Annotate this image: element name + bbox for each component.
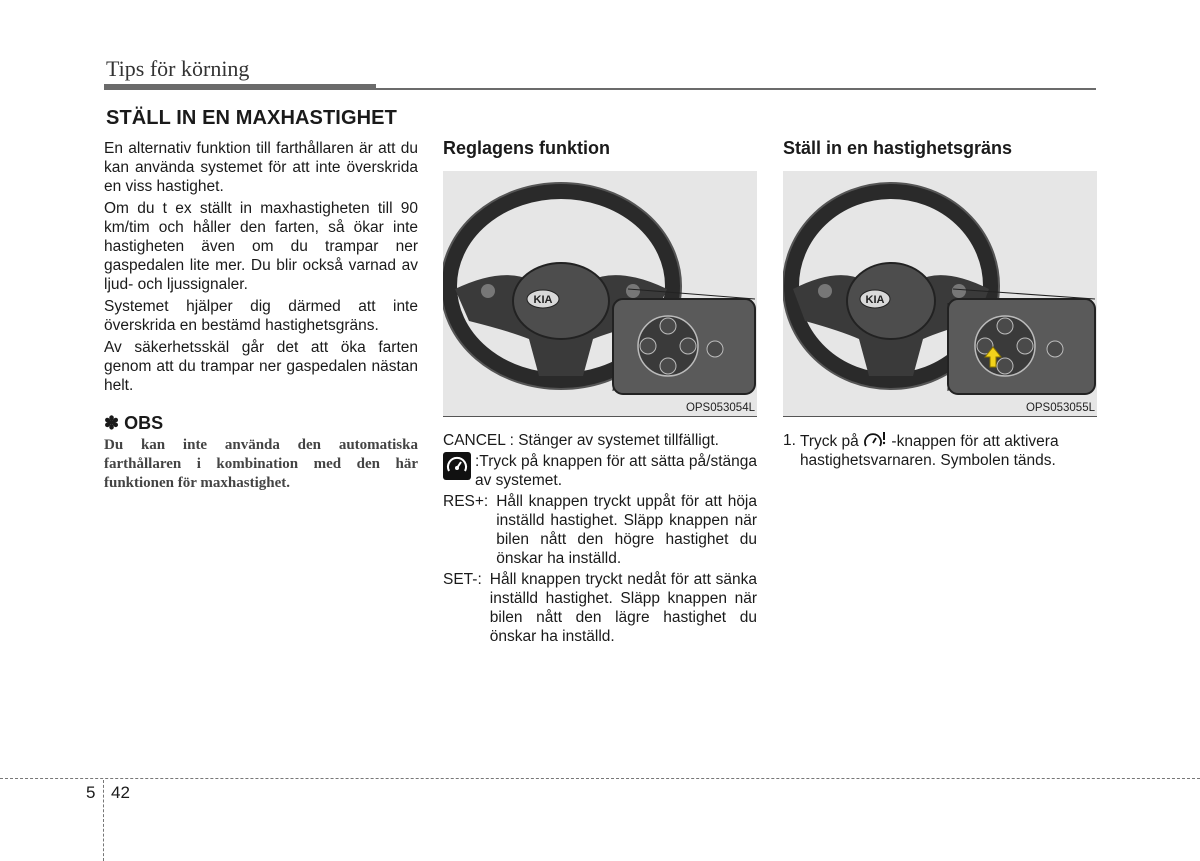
svg-text:KIA: KIA [533,294,553,306]
paragraph: Systemet hjälper dig därmed att inte överskrida en bestämd hastighetsgräns. [104,298,418,334]
cancel-definition: CANCEL : Stänger av systemet tillfälligt. [443,432,719,449]
step-text [800,431,1097,470]
figure-rule [443,416,757,417]
page-number: 42 [111,783,130,802]
chapter-number: 5 [86,783,96,802]
paragraph: Av säkerhetsskäl går det att öka farten genom att du trampar ner gaspedalen nästan helt. [104,339,418,394]
header-rule-thick [104,84,376,90]
step-text-after: -knappen för att aktivera hastighetsvarnaren. Symbolen tänds. [799,433,1059,469]
step-number: 1. [783,432,796,449]
res-term: RES+: [443,493,489,510]
note-title: ✽ OBS [104,413,164,433]
paragraph: En alternativ funktion till farthållaren är att du kan använda systemet för att inte överskrida en viss hastighet. [104,140,418,195]
figure-rule [783,416,1097,417]
steering-wheel-figure [443,171,757,416]
icon-description: :Tryck på knappen för att sätta på/stänga av systemet. [475,453,757,489]
note-text: Du kan inte använda den automatiska farthållaren i kombination med den här funktionen för maxhastighet. [104,437,418,491]
figure-caption: OPS053055L [1025,402,1095,414]
running-header: Tips för körning [106,56,250,81]
controls-heading: Reglagens funktion [443,138,611,158]
footer-rule [0,778,1200,779]
footer-vertical-rule [103,780,104,861]
speed-limiter-icon [443,452,471,480]
svg-text:KIA: KIA [865,294,885,306]
steering-wheel-illustration [443,171,757,416]
header-rule-thin [376,88,1096,90]
column-controls [443,138,757,648]
set-limit-heading: Ställ in en hastighetsgräns [783,138,1013,158]
set-definition [443,570,757,646]
speed-limiter-icon [863,431,887,449]
step-text-before: Tryck på [799,433,859,450]
steering-wheel-illustration-2 [783,171,1097,416]
paragraph: Om du t ex ställt in maxhastigheten till 90 km/tim och håller den farten, så ökar inte hastigheten även om du trampar ner gaspedalen lite mer. Du blir också varnad av ljud- och ljussignaler. [104,200,418,293]
cruise-icon-definition [443,452,757,490]
figure-caption: OPS053054L [685,402,755,414]
set-term: SET-: [443,571,482,588]
set-description: Håll knappen tryckt nedåt för att sänka inställd hastighet. Släpp knappen när bilen nått den lägre hastighet du önskar ha inställd. [489,571,757,645]
column-set-limit [783,138,1097,472]
res-definition [443,492,757,568]
res-description: Håll knappen tryckt uppåt för att höja inställd hastighet. Släpp knappen när bilen nått den högre hastighet du önskar ha inställd. [496,493,757,567]
step-1 [783,431,1097,470]
section-title: STÄLL IN EN MAXHASTIGHET [106,107,397,129]
steering-wheel-figure-2 [783,171,1097,416]
column-intro [104,107,418,493]
